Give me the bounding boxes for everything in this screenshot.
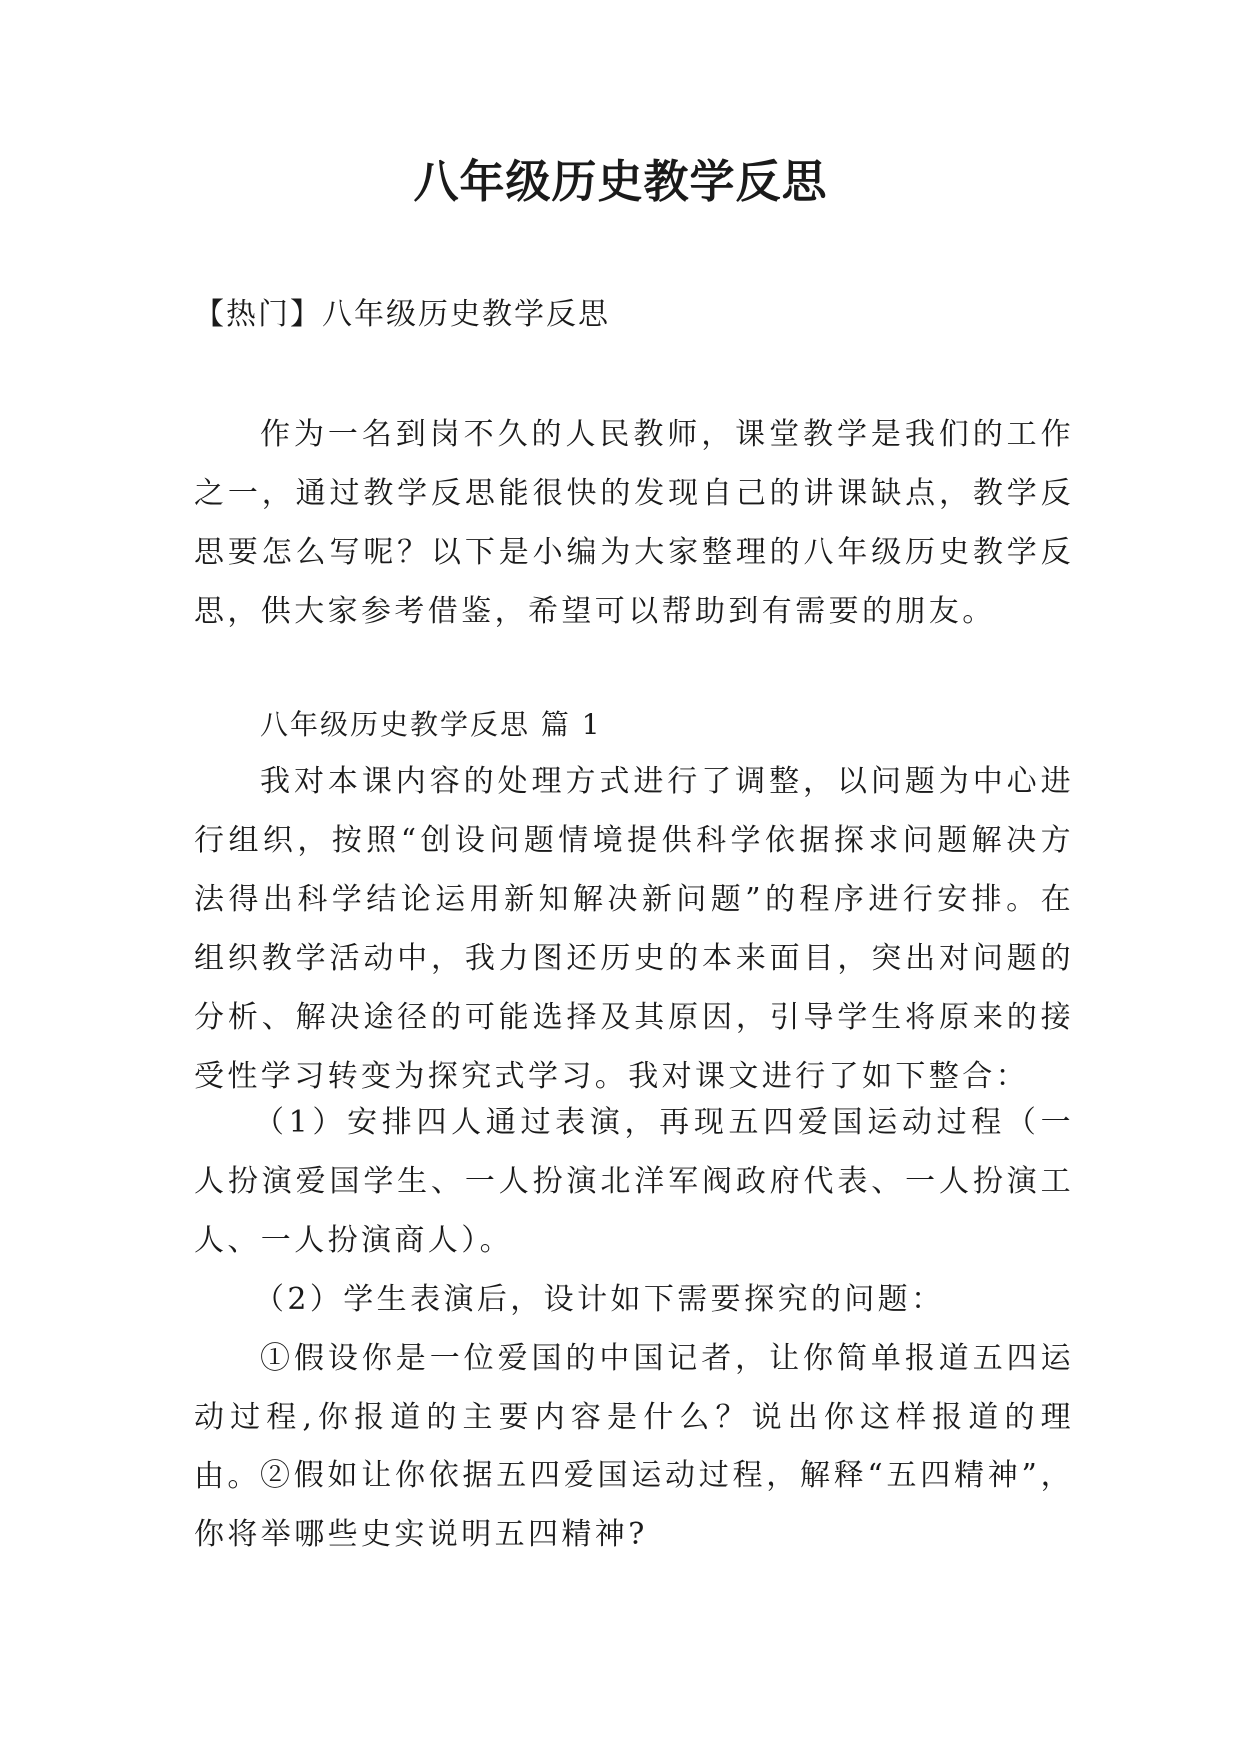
intro-paragraph: 作为一名到岗不久的人民教师，课堂教学是我们的工作之一，通过教学反思能很快的发现自己的讲课缺点，教学反思要怎么写呢？以下是小编为大家整理的八年级历史教学反思，供大家参考借鉴，希望可以帮助到有需要的朋友。: [194, 417, 1074, 629]
question-2: ②假如让你依据五四爱国运动过程，解释“五四精神”，你将举哪些史实说明五四精神?: [194, 1458, 1074, 1552]
list-item-2: （2）学生表演后，设计如下需要探究的问题：: [254, 1282, 945, 1317]
document-subtitle: 【热门】八年级历史教学反思: [194, 297, 610, 332]
section-heading: 八年级历史教学反思 篇 1: [260, 708, 602, 741]
body-paragraph: 我对本课内容的处理方式进行了调整，以问题为中心进行组织，按照“创设问题情境提供科学依据探求问题解决方法得出科学结论运用新知解决新问题”的程序进行安排。在组织教学活动中，我力图还历史的本来面目，突出对问题的分析、解决途径的可能选择及其原因，引导学生将原来的接受性学习转变为探究式学习。我对课文进行了如下整合：: [194, 764, 1074, 1094]
question-1: ①假设你是一位爱国的中国记者，让你简单报道五四运动过程,你报道的主要内容是什么？说出你这样报道的理由。: [194, 1341, 1074, 1494]
document-title: 八年级历史教学反思: [413, 155, 828, 208]
list-item-1: （1）安排四人通过表演，再现五四爱国运动过程（一人扮演爱国学生、一人扮演北洋军阀政府代表、一人扮演工人、一人扮演商人）。: [194, 1105, 1074, 1258]
